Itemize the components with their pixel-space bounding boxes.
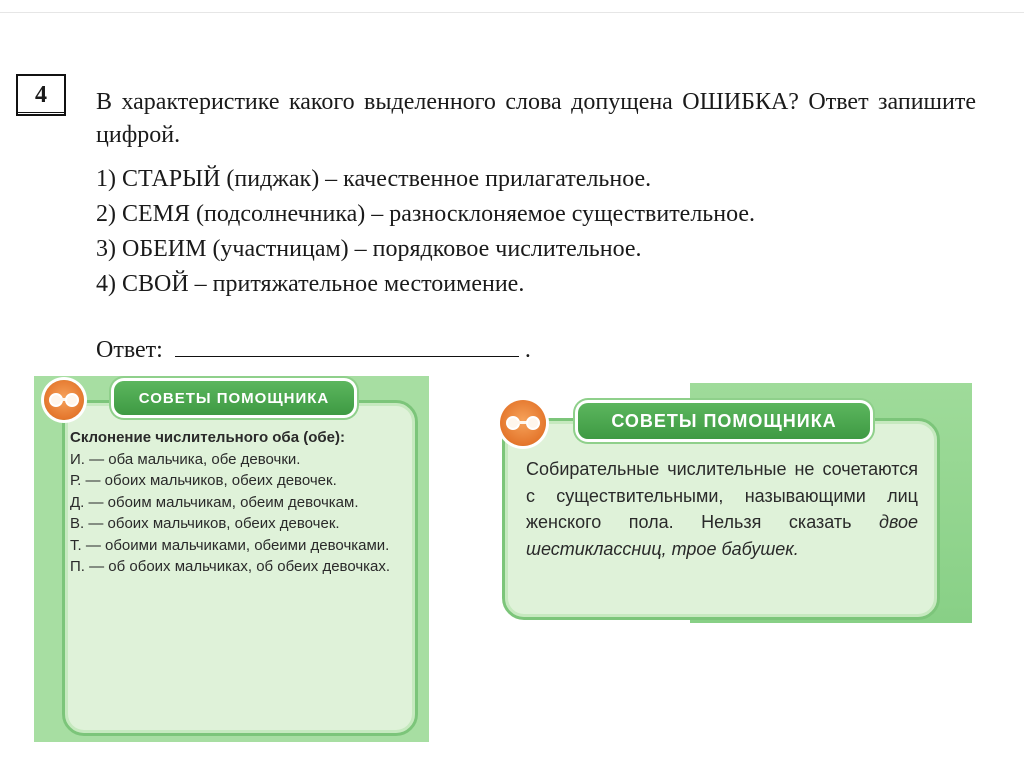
case-accusative: В. — обоих мальчиков, обеих девочек. xyxy=(70,515,340,532)
question-prompt xyxy=(96,86,976,152)
link-dot-icon xyxy=(65,393,79,407)
tip-right-example: двое шестиклассниц, трое бабушек. xyxy=(526,512,918,559)
option-3: 3) ОБЕИМ (участницам) – порядковое числительное. xyxy=(96,236,642,262)
answer-row xyxy=(96,334,531,364)
declension-heading: Склонение числительного оба (обе): xyxy=(70,429,345,446)
link-icon xyxy=(500,400,546,446)
case-nominative: И. — оба мальчика, обе девочки. xyxy=(70,450,301,468)
option-2: 2) СЕМЯ (подсолнечника) – разносклоняемое существительное. xyxy=(96,201,756,227)
answer-field[interactable] xyxy=(175,334,519,357)
tip-right-body xyxy=(526,456,918,562)
question-number-underline xyxy=(16,112,66,117)
link-icon xyxy=(44,380,84,420)
tip-right-text: Собирательные числительные не сочетаются с существительными, называющими лиц женского пола. Нельзя сказать xyxy=(526,459,918,532)
answer-end: . xyxy=(524,337,531,363)
question-text: В характеристике какого выделенного слова допущена ОШИБКА? Ответ запишите цифрой. xyxy=(96,89,976,148)
question-number-box xyxy=(16,74,66,116)
case-genitive: Р. — обоих мальчиков, обеих девочек. xyxy=(70,472,337,489)
top-rule xyxy=(0,0,1024,13)
case-prepositional: П. — об обоих мальчиках, об обеих девочках. xyxy=(70,558,391,575)
tip-right-title: СОВЕТЫ ПОМОЩНИКА xyxy=(578,403,870,439)
answer-options xyxy=(96,162,755,302)
link-dot-icon xyxy=(526,416,540,430)
question-number: 4 xyxy=(35,81,47,108)
case-dative: Д. — обоим мальчикам, обеим девочкам. xyxy=(70,493,359,511)
tip-left-body xyxy=(70,427,398,578)
answer-label: Ответ: xyxy=(96,337,163,363)
case-instrumental: Т. — обоими мальчиками, обеими девочками. xyxy=(70,536,390,554)
option-4: 4) СВОЙ – притяжательное местоимение. xyxy=(96,271,525,297)
option-1: 1) СТАРЫЙ (пиджак) – качественное прилагательное. xyxy=(96,166,652,192)
tip-left-title: СОВЕТЫ ПОМОЩНИКА xyxy=(114,381,354,415)
